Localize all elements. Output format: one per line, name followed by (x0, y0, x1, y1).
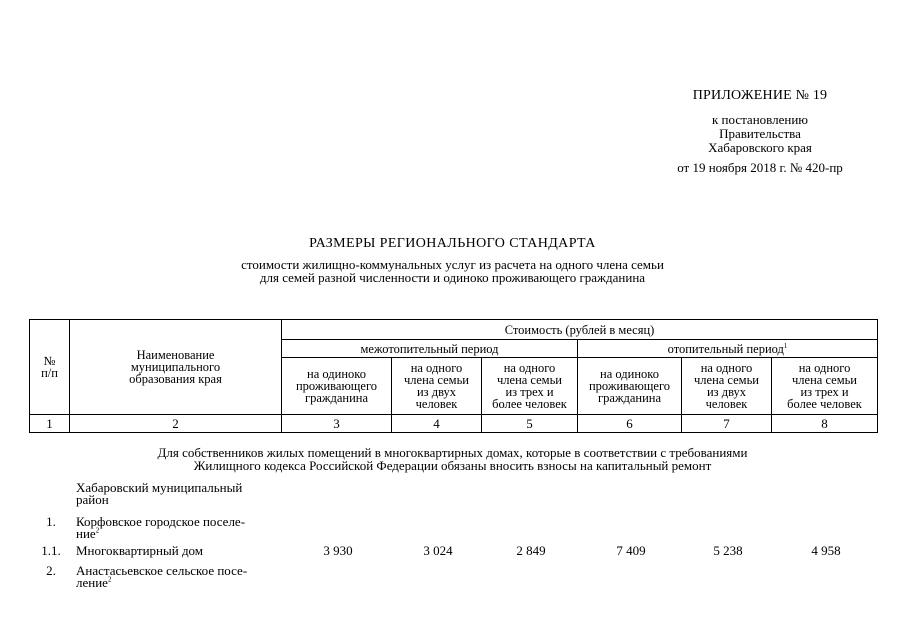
header-period-heating-label: отопительный период (667, 341, 784, 356)
row-name (76, 565, 286, 589)
appendix-title: ПРИЛОЖЕНИЕ № 19 (692, 88, 828, 103)
value-cell: 3 024 (423, 543, 453, 558)
header-col-three-2: на одного члена семьи из трех и более человек (772, 358, 878, 415)
standard-table (29, 319, 878, 433)
row-name-text: Анастасьевское сельское посе- ление (76, 563, 248, 590)
col-number: 7 (682, 415, 772, 433)
appendix-block (640, 88, 880, 175)
value-cell: 2 849 (516, 543, 546, 558)
header-col-alone-1: на одиноко проживающего гражданина (282, 358, 392, 415)
section-line-2: Жилищного кодекса Российской Федерации обязаны вносить взносы на капитальный ремонт (193, 458, 712, 473)
document-subtitle-2: для семей разной численности и одиноко проживающего гражданина (259, 270, 646, 285)
header-period-non-heating: межотопительный период (282, 340, 578, 358)
appendix-line-2: Правительства (719, 126, 801, 141)
col-number: 6 (578, 415, 682, 433)
header-col-two-2: на одного члена семьи из двух человек (682, 358, 772, 415)
appendix-date: от 19 ноября 2018 г. № 420-пр (677, 160, 843, 175)
row-number: 1.1. (41, 543, 61, 558)
row-name: Многоквартирный дом (76, 543, 204, 558)
footnote-marker: 1 (783, 341, 788, 350)
row-name-text: Корфовское городское поселе- ние (76, 514, 246, 541)
value-cell: 3 930 (323, 543, 353, 558)
header-period-heating (578, 340, 878, 358)
footnote-marker: 2 (95, 526, 100, 535)
col-number: 5 (482, 415, 578, 433)
section-line-1: Для собственников жилых помещений в многоквартирных домах, которые в соответствии с требованиями (157, 445, 748, 460)
document-heading (0, 236, 905, 284)
col-number: 1 (30, 415, 70, 433)
col-number: 8 (772, 415, 878, 433)
section-heading (0, 446, 905, 472)
appendix-line-3: Хабаровского края (708, 140, 812, 155)
value-cell: 5 238 (713, 543, 743, 558)
value-cell: 4 958 (811, 543, 841, 558)
col-number: 4 (392, 415, 482, 433)
appendix-line-1: к постановлению (711, 112, 809, 127)
footnote-marker: 2 (107, 575, 112, 584)
header-col-alone-2: на одиноко проживающего гражданина (578, 358, 682, 415)
row-name: Хабаровский муниципальный район (76, 480, 243, 507)
header-name: Наименование муниципального образования края (70, 320, 282, 415)
document-title: РАЗМЕРЫ РЕГИОНАЛЬНОГО СТАНДАРТА (309, 236, 596, 251)
row-name (76, 516, 286, 540)
col-number: 3 (282, 415, 392, 433)
header-col-three-1: на одного члена семьи из трех и более человек (482, 358, 578, 415)
header-col-two-1: на одного члена семьи из двух человек (392, 358, 482, 415)
row-number: 1. (46, 514, 56, 529)
value-cell: 7 409 (616, 543, 646, 558)
header-cost: Стоимость (рублей в месяц) (282, 320, 878, 340)
header-num: № п/п (30, 320, 70, 415)
col-number: 2 (70, 415, 282, 433)
row-number: 2. (46, 563, 56, 578)
document-subtitle-1: стоимости жилищно-коммунальных услуг из расчета на одного члена семьи (241, 257, 664, 272)
